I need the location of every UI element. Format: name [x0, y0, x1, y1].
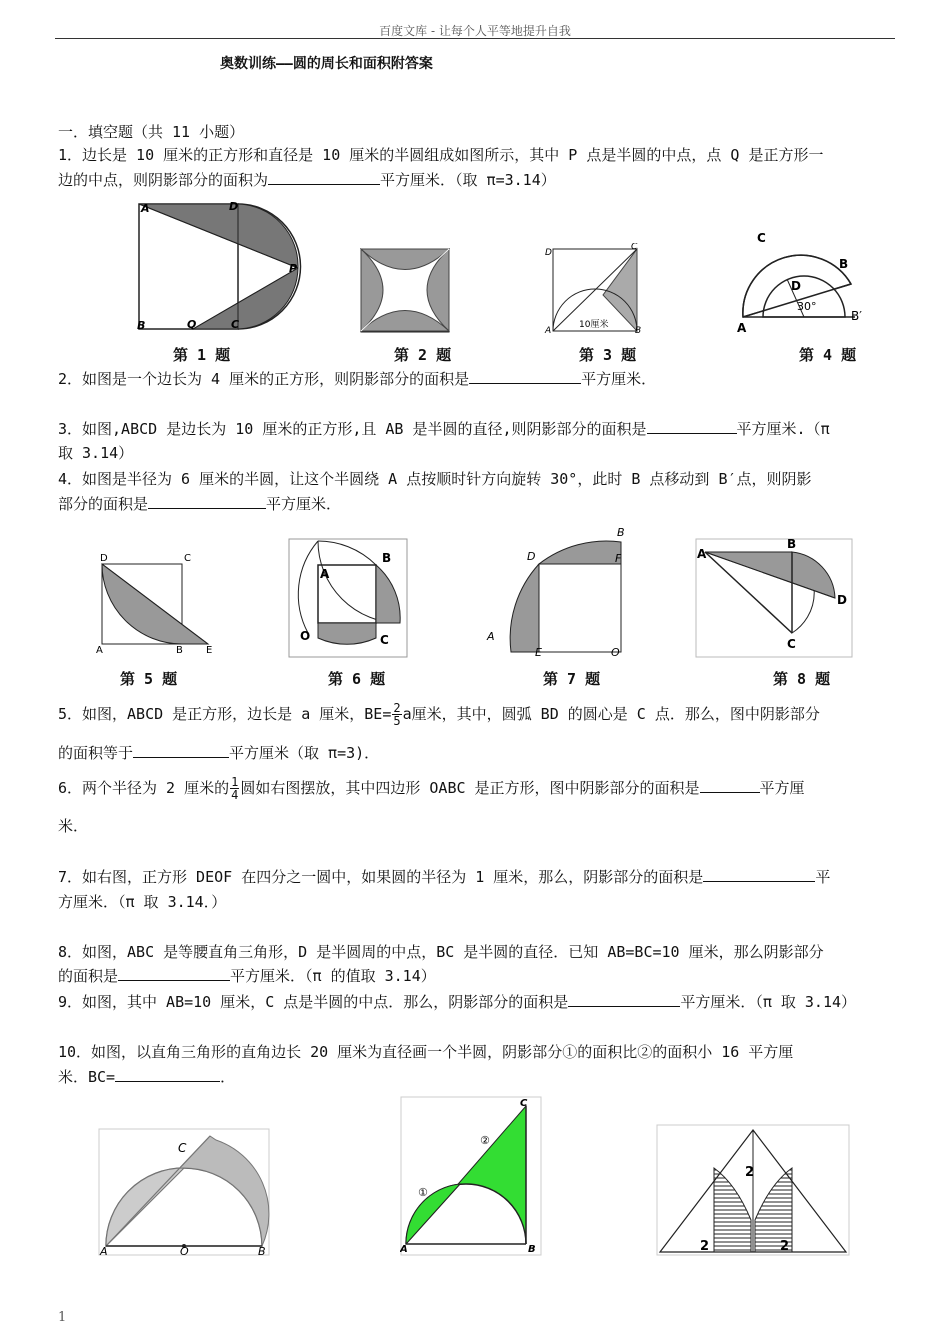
- svg-text:A: A: [737, 321, 747, 335]
- q3-answer-blank[interactable]: [647, 419, 737, 434]
- svg-text:10厘米: 10厘米: [579, 320, 609, 330]
- svg-text:C: C: [231, 318, 240, 331]
- svg-text:A: A: [697, 547, 707, 561]
- q3-line-1: 3．如图,ABCD 是边长为 10 厘米的正方形,且 AB 是半圆的直径,则阴影部分的面积是 平方厘米.（π: [58, 420, 830, 438]
- q5-fraction: $\frac{2}{5}$: [393, 701, 401, 728]
- svg-text:B: B: [787, 538, 797, 551]
- page-number: 1: [58, 1310, 67, 1325]
- q3-line-2: 取 3.14）: [58, 444, 134, 462]
- figure-9: [98, 1128, 270, 1256]
- svg-text:2: 2: [700, 1239, 710, 1254]
- svg-text:F: F: [615, 552, 622, 565]
- svg-text:2: 2: [745, 1165, 755, 1180]
- figure-6: [288, 538, 408, 658]
- caption-figure-6: 第 6 题: [328, 670, 386, 688]
- svg-text:O: O: [300, 629, 311, 643]
- q6-answer-blank[interactable]: [700, 778, 760, 793]
- q5-line-1: 5．如图，ABCD 是正方形，边长是 a 厘米，BE= $\frac{2}{5}$ a厘米，其中，圆弧 BD 的圆心是 C 点．那么，图中阴影部分: [58, 701, 820, 728]
- q2-line: 2．如图是一个边长为 4 厘米的正方形，则阴影部分的面积是 平方厘米．: [58, 370, 657, 388]
- q9-answer-blank[interactable]: [568, 992, 680, 1007]
- q4-answer-blank[interactable]: [148, 494, 266, 509]
- svg-text:Q: Q: [187, 318, 197, 331]
- svg-text:A: A: [96, 645, 103, 656]
- svg-text:B: B: [176, 645, 183, 656]
- svg-text:C: C: [520, 1098, 528, 1109]
- svg-text:C: C: [178, 1141, 187, 1155]
- svg-text:A: A: [400, 1244, 408, 1255]
- page-header: 百度文库 - 让每个人平等地提升自我: [379, 24, 571, 38]
- caption-figure-2: 第 2 题: [394, 346, 452, 364]
- svg-text:A: A: [545, 326, 552, 335]
- q8-line-2: 的面积是 平方厘米．（π 的值取 3.14）: [58, 967, 436, 985]
- figure-2: [360, 248, 450, 333]
- q8-line-1: 8．如图，ABC 是等腰直角三角形，D 是半圆周的中点，BC 是半圆的直径．已知 AB=BC=10 厘米，那么阴影部分: [58, 943, 824, 961]
- q7-answer-blank[interactable]: [703, 867, 815, 882]
- q6-line-1: 6．两个半径为 2 厘米的 $\frac{1}{4}$ 圆如右图摆放，其中四边形 OABC 是正方形，图中阴影部分的面积是 平方厘: [58, 775, 805, 802]
- svg-text:B: B: [617, 526, 625, 539]
- figure-3: [543, 243, 643, 335]
- svg-text:B′: B′: [851, 309, 862, 323]
- svg-text:O: O: [611, 646, 620, 658]
- svg-text:C: C: [631, 243, 638, 252]
- svg-text:②: ②: [480, 1134, 490, 1147]
- q9-line: 9．如图，其中 AB=10 厘米，C 点是半圆的中点．那么，阴影部分的面积是 平方厘米．（π 取 3.14）: [58, 993, 857, 1011]
- q1-line-1: 1．边长是 10 厘米的正方形和直径是 10 厘米的半圆组成如图所示，其中 P 点是半圆的中点，点 Q 是正方形一: [58, 146, 824, 164]
- section-heading: 一．填空题（共 11 小题）: [58, 123, 245, 141]
- svg-text:D: D: [791, 279, 801, 293]
- q5-answer-blank[interactable]: [133, 743, 229, 758]
- q1-answer-blank[interactable]: [268, 170, 380, 185]
- svg-text:D: D: [837, 593, 847, 607]
- q6-fraction: $\frac{1}{4}$: [231, 775, 239, 802]
- figure-1: [135, 196, 305, 336]
- q10-answer-blank[interactable]: [115, 1067, 220, 1082]
- svg-text:D: D: [100, 553, 108, 564]
- figure-11: [656, 1124, 850, 1256]
- caption-figure-5: 第 5 题: [120, 670, 178, 688]
- q7-line-1: 7．如右图，正方形 DEOF 在四分之一圆中，如果圆的半径为 1 厘米，那么，阴影部分的面积是 平: [58, 868, 831, 886]
- svg-text:D: D: [545, 248, 552, 258]
- caption-figure-4: 第 4 题: [799, 346, 857, 364]
- svg-text:C: C: [380, 633, 389, 647]
- svg-text:A: A: [100, 1245, 108, 1256]
- svg-text:A: A: [320, 567, 330, 581]
- svg-text:D: D: [229, 200, 239, 213]
- header-rule: [55, 38, 895, 39]
- q1-line-2: 边的中点，则阴影部分的面积为 平方厘米．（取 π=3.14）: [58, 171, 556, 189]
- svg-text:B: B: [635, 326, 642, 335]
- svg-text:2: 2: [780, 1239, 790, 1254]
- q4-line-1: 4．如图是半径为 6 厘米的半圆，让这个半圆绕 A 点按顺时针方向旋转 30°，此时 B 点移动到 B′点，则阴影: [58, 470, 812, 488]
- svg-text:A: A: [141, 202, 150, 215]
- figure-4: [735, 224, 875, 336]
- figure-8: [695, 538, 853, 658]
- caption-figure-7: 第 7 题: [543, 670, 601, 688]
- svg-text:C: C: [787, 637, 796, 651]
- figure-5: [90, 547, 220, 657]
- svg-text:①: ①: [418, 1186, 428, 1199]
- svg-text:B: B: [258, 1245, 266, 1256]
- figure-7: [483, 522, 633, 658]
- svg-text:B: B: [382, 551, 392, 565]
- q10-line-1: 10．如图，以直角三角形的直角边长 20 厘米为直径画一个半圆，阴影部分①的面积比②的面积小 16 平方厘: [58, 1043, 794, 1061]
- svg-text:P: P: [289, 262, 298, 275]
- svg-text:E: E: [206, 645, 213, 656]
- figure-10: [400, 1096, 542, 1256]
- q4-line-2: 部分的面积是 平方厘米．: [58, 495, 342, 513]
- svg-text:A: A: [487, 630, 495, 643]
- caption-figure-3: 第 3 题: [579, 346, 637, 364]
- q7-line-2: 方厘米．（π 取 3.14．）: [58, 893, 227, 911]
- q6-line-2: 米．: [58, 817, 89, 835]
- document-title: 奥数训练——圆的周长和面积附答案: [220, 56, 433, 72]
- svg-text:B: B: [137, 319, 146, 332]
- svg-text:B: B: [528, 1244, 536, 1255]
- q10-line-2: 米．BC= ．: [58, 1068, 236, 1086]
- caption-figure-8: 第 8 题: [773, 670, 831, 688]
- q2-answer-blank[interactable]: [469, 369, 581, 384]
- svg-text:C: C: [184, 553, 191, 564]
- q5-line-2: 的面积等于 平方厘米（取 π=3)．: [58, 744, 380, 762]
- svg-text:C: C: [757, 231, 766, 245]
- svg-text:D: D: [527, 550, 536, 563]
- svg-text:B: B: [839, 257, 849, 271]
- svg-text:30°: 30°: [797, 300, 817, 313]
- svg-text:O: O: [180, 1245, 189, 1256]
- caption-figure-1: 第 1 题: [173, 346, 231, 364]
- q8-answer-blank[interactable]: [118, 966, 230, 981]
- svg-text:E: E: [535, 646, 542, 658]
